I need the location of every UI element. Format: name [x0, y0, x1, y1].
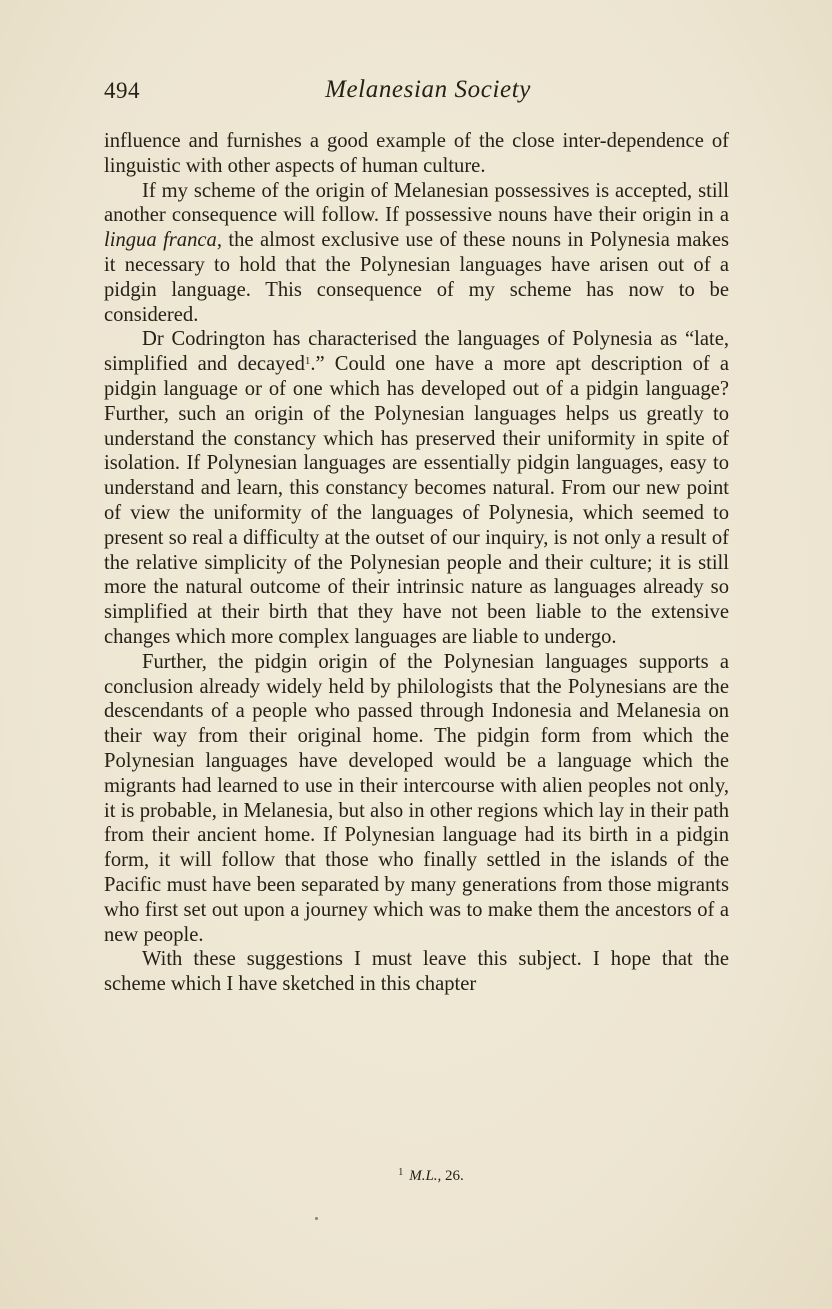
footnote-page: 26.	[445, 1168, 464, 1184]
body-text	[104, 129, 729, 997]
running-title: Melanesian Society	[325, 76, 531, 103]
paragraph	[104, 947, 729, 997]
footnote-marker: 1	[398, 1167, 404, 1178]
page-speck	[315, 1217, 318, 1220]
text-run: Further, the pidgin origin of the Polynesian languages supports a conclusion already widely held by philologists that the Polynesians are the descendants of a people who passed through Indonesia and Melanesia on their way from their original home. The pidgin form from which the Polynesian languages have developed would be a language which the migrants had learned to use in their intercourse with alien peoples not only, it is probable, in Melanesia, but also in other regions which lay in their path from their ancient home. If Polynesian language had its birth in a pidgin form, it will follow that those who finally settled in the islands of the Pacific must have been separated by many generations from those migrants who first set out upon a journey which was to make them the ancestors of a new people.	[104, 650, 729, 946]
page-number: 494	[104, 78, 140, 103]
paragraph	[104, 129, 729, 179]
footnote-reference-mark: 1	[304, 355, 311, 368]
text-run: the almost exclusive use of these nouns in Polynesia makes it necessary to hold that the Polynesian languages have arisen out of a pidgin language. This consequence of my scheme has now to be considered.	[104, 229, 729, 326]
footnote-reference: M.L.,	[409, 1168, 442, 1184]
page-header	[104, 76, 728, 110]
paragraph	[104, 179, 729, 328]
text-run: If my scheme of the origin of Melanesian possessives is accepted, still another consequence will follow. If possessive nouns have their origin in a	[104, 179, 729, 227]
paragraph	[104, 327, 729, 649]
paragraph	[104, 650, 729, 948]
footnote	[0, 1167, 832, 1185]
text-run: influence and furnishes a good example of the close inter-dependence of linguistic with other aspects of human culture.	[104, 130, 729, 177]
italic-term: lingua franca,	[104, 229, 222, 252]
text-run: .” Could one have a more apt description of a pidgin language or of one which has developed out of a pidgin language? Further, such an origin of the Polynesian languages helps us greatly to understand the constancy which has preserved their uniformity in spite of isolation. If Polynesian languages are essentially pidgin languages, easy to understand and learn, this constancy becomes natural. From our new point of view the uniformity of the languages of Polynesia, which seemed to present so real a difficulty at the outset of our inquiry, is not only a result of the relative simplicity of the Polynesian people and their culture; it is still more the natural outcome of their intrinsic nature as languages already so simplified at their birth that they have not been liable to the extensive changes which more complex languages are liable to undergo.	[104, 353, 729, 648]
text-run: Dr Codrington has characterised the languages of Polynesia as “late, simplified and decayed	[104, 328, 729, 376]
text-run: With these suggestions I must leave this subject. I hope that the scheme which I have sketched in this chapter	[104, 948, 729, 996]
